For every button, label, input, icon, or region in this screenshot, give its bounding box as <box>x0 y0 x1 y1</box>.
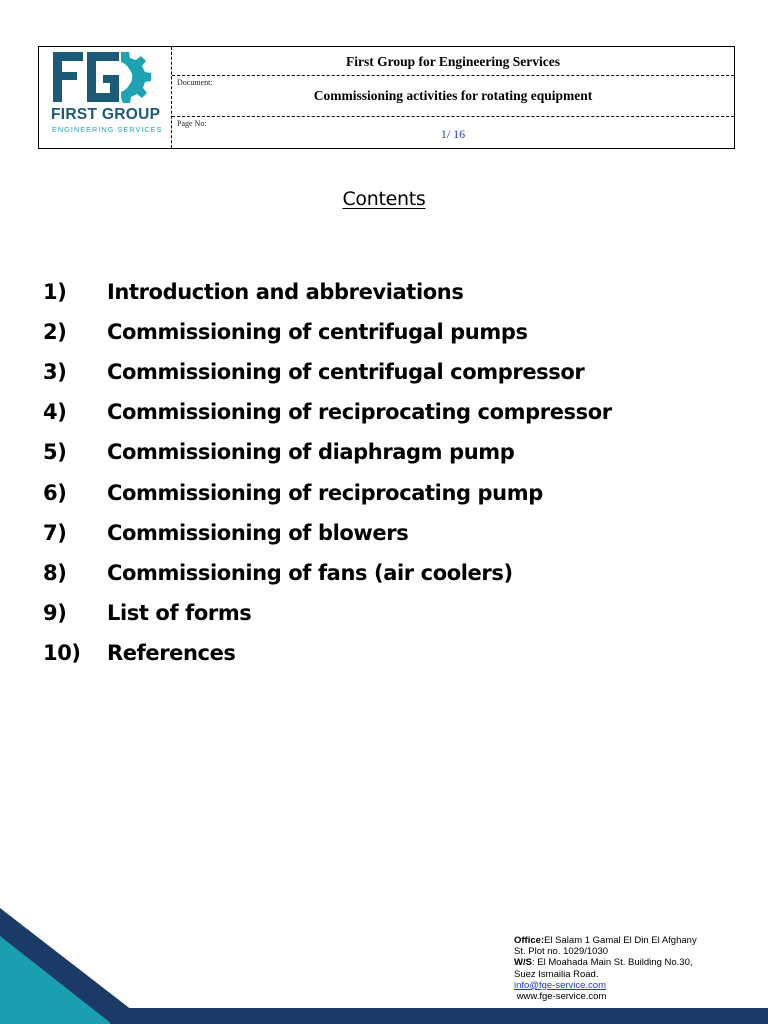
toc-item-label: Commissioning of centrifugal pumps <box>107 320 528 345</box>
toc-item <box>43 312 612 352</box>
contents-title: Contents <box>342 188 426 210</box>
toc-item <box>43 553 612 593</box>
toc-item-number: 9) <box>43 600 67 625</box>
header-info <box>172 47 734 148</box>
toc-item-number: 5) <box>43 440 67 465</box>
toc-item-number: 8) <box>43 560 67 585</box>
company-name: First Group for Engineering Services <box>346 54 560 69</box>
toc-item <box>43 392 612 432</box>
toc-item <box>43 472 612 512</box>
toc-item-number: 7) <box>43 520 67 545</box>
document-title: Commissioning activities for rotating equipment <box>313 88 593 103</box>
toc-item-label: Commissioning of centrifugal compressor <box>107 360 585 385</box>
office-line-2: St. Plot no. 1029/1030 <box>514 946 609 958</box>
toc-item-label: Commissioning of fans (air coolers) <box>107 560 513 585</box>
logo-cell <box>39 47 172 148</box>
workshop-label: W/S <box>514 957 532 969</box>
document-row <box>172 76 734 117</box>
toc-item-number: 2) <box>43 320 67 345</box>
toc-item <box>43 432 612 472</box>
toc-item-label: List of forms <box>107 600 252 625</box>
toc-item-label: Commissioning of blowers <box>107 520 409 545</box>
company-row <box>172 47 734 76</box>
workshop-line-1: : El Moahada Main St. Building No.30, <box>531 957 693 969</box>
logo-subtitle-text: ENGINEERING SERVICES <box>52 125 163 134</box>
toc-item-number: 10) <box>43 640 81 665</box>
toc-item <box>43 352 612 392</box>
toc-item <box>43 513 612 553</box>
document-header <box>38 46 735 149</box>
fg-gear-logo-icon <box>51 48 163 106</box>
office-line-1: El Salam 1 Gamal El Din El Afghany <box>544 935 697 946</box>
email-link[interactable]: info@fge-service.com <box>514 979 607 991</box>
page-label: Page No: <box>177 119 207 128</box>
toc-item-number: 4) <box>43 400 67 425</box>
toc-item-label: Introduction and abbreviations <box>107 280 464 305</box>
office-label: Office: <box>514 935 545 946</box>
toc-item-label: Commissioning of reciprocating compressor <box>107 400 612 425</box>
workshop-line-2: Suez Ismailia Road. <box>514 968 599 980</box>
logo-brand-text: FIRST GROUP <box>51 106 161 123</box>
toc-item <box>43 272 612 312</box>
toc-item <box>43 633 612 673</box>
footer-address <box>514 935 734 1002</box>
toc-item-number: 6) <box>43 480 67 505</box>
toc-item-number: 3) <box>43 360 67 385</box>
toc-item-label: Commissioning of diaphragm pump <box>107 440 515 465</box>
toc-item <box>43 593 612 633</box>
table-of-contents <box>43 272 612 673</box>
toc-item-number: 1) <box>43 280 67 305</box>
toc-item-label: References <box>107 640 236 665</box>
toc-item-label: Commissioning of reciprocating pump <box>107 480 543 505</box>
website-text: www.fge-service.com <box>514 991 607 1003</box>
page-number: 1/ 16 <box>440 127 466 141</box>
page-row <box>172 117 734 148</box>
document-label: Document: <box>177 78 213 87</box>
